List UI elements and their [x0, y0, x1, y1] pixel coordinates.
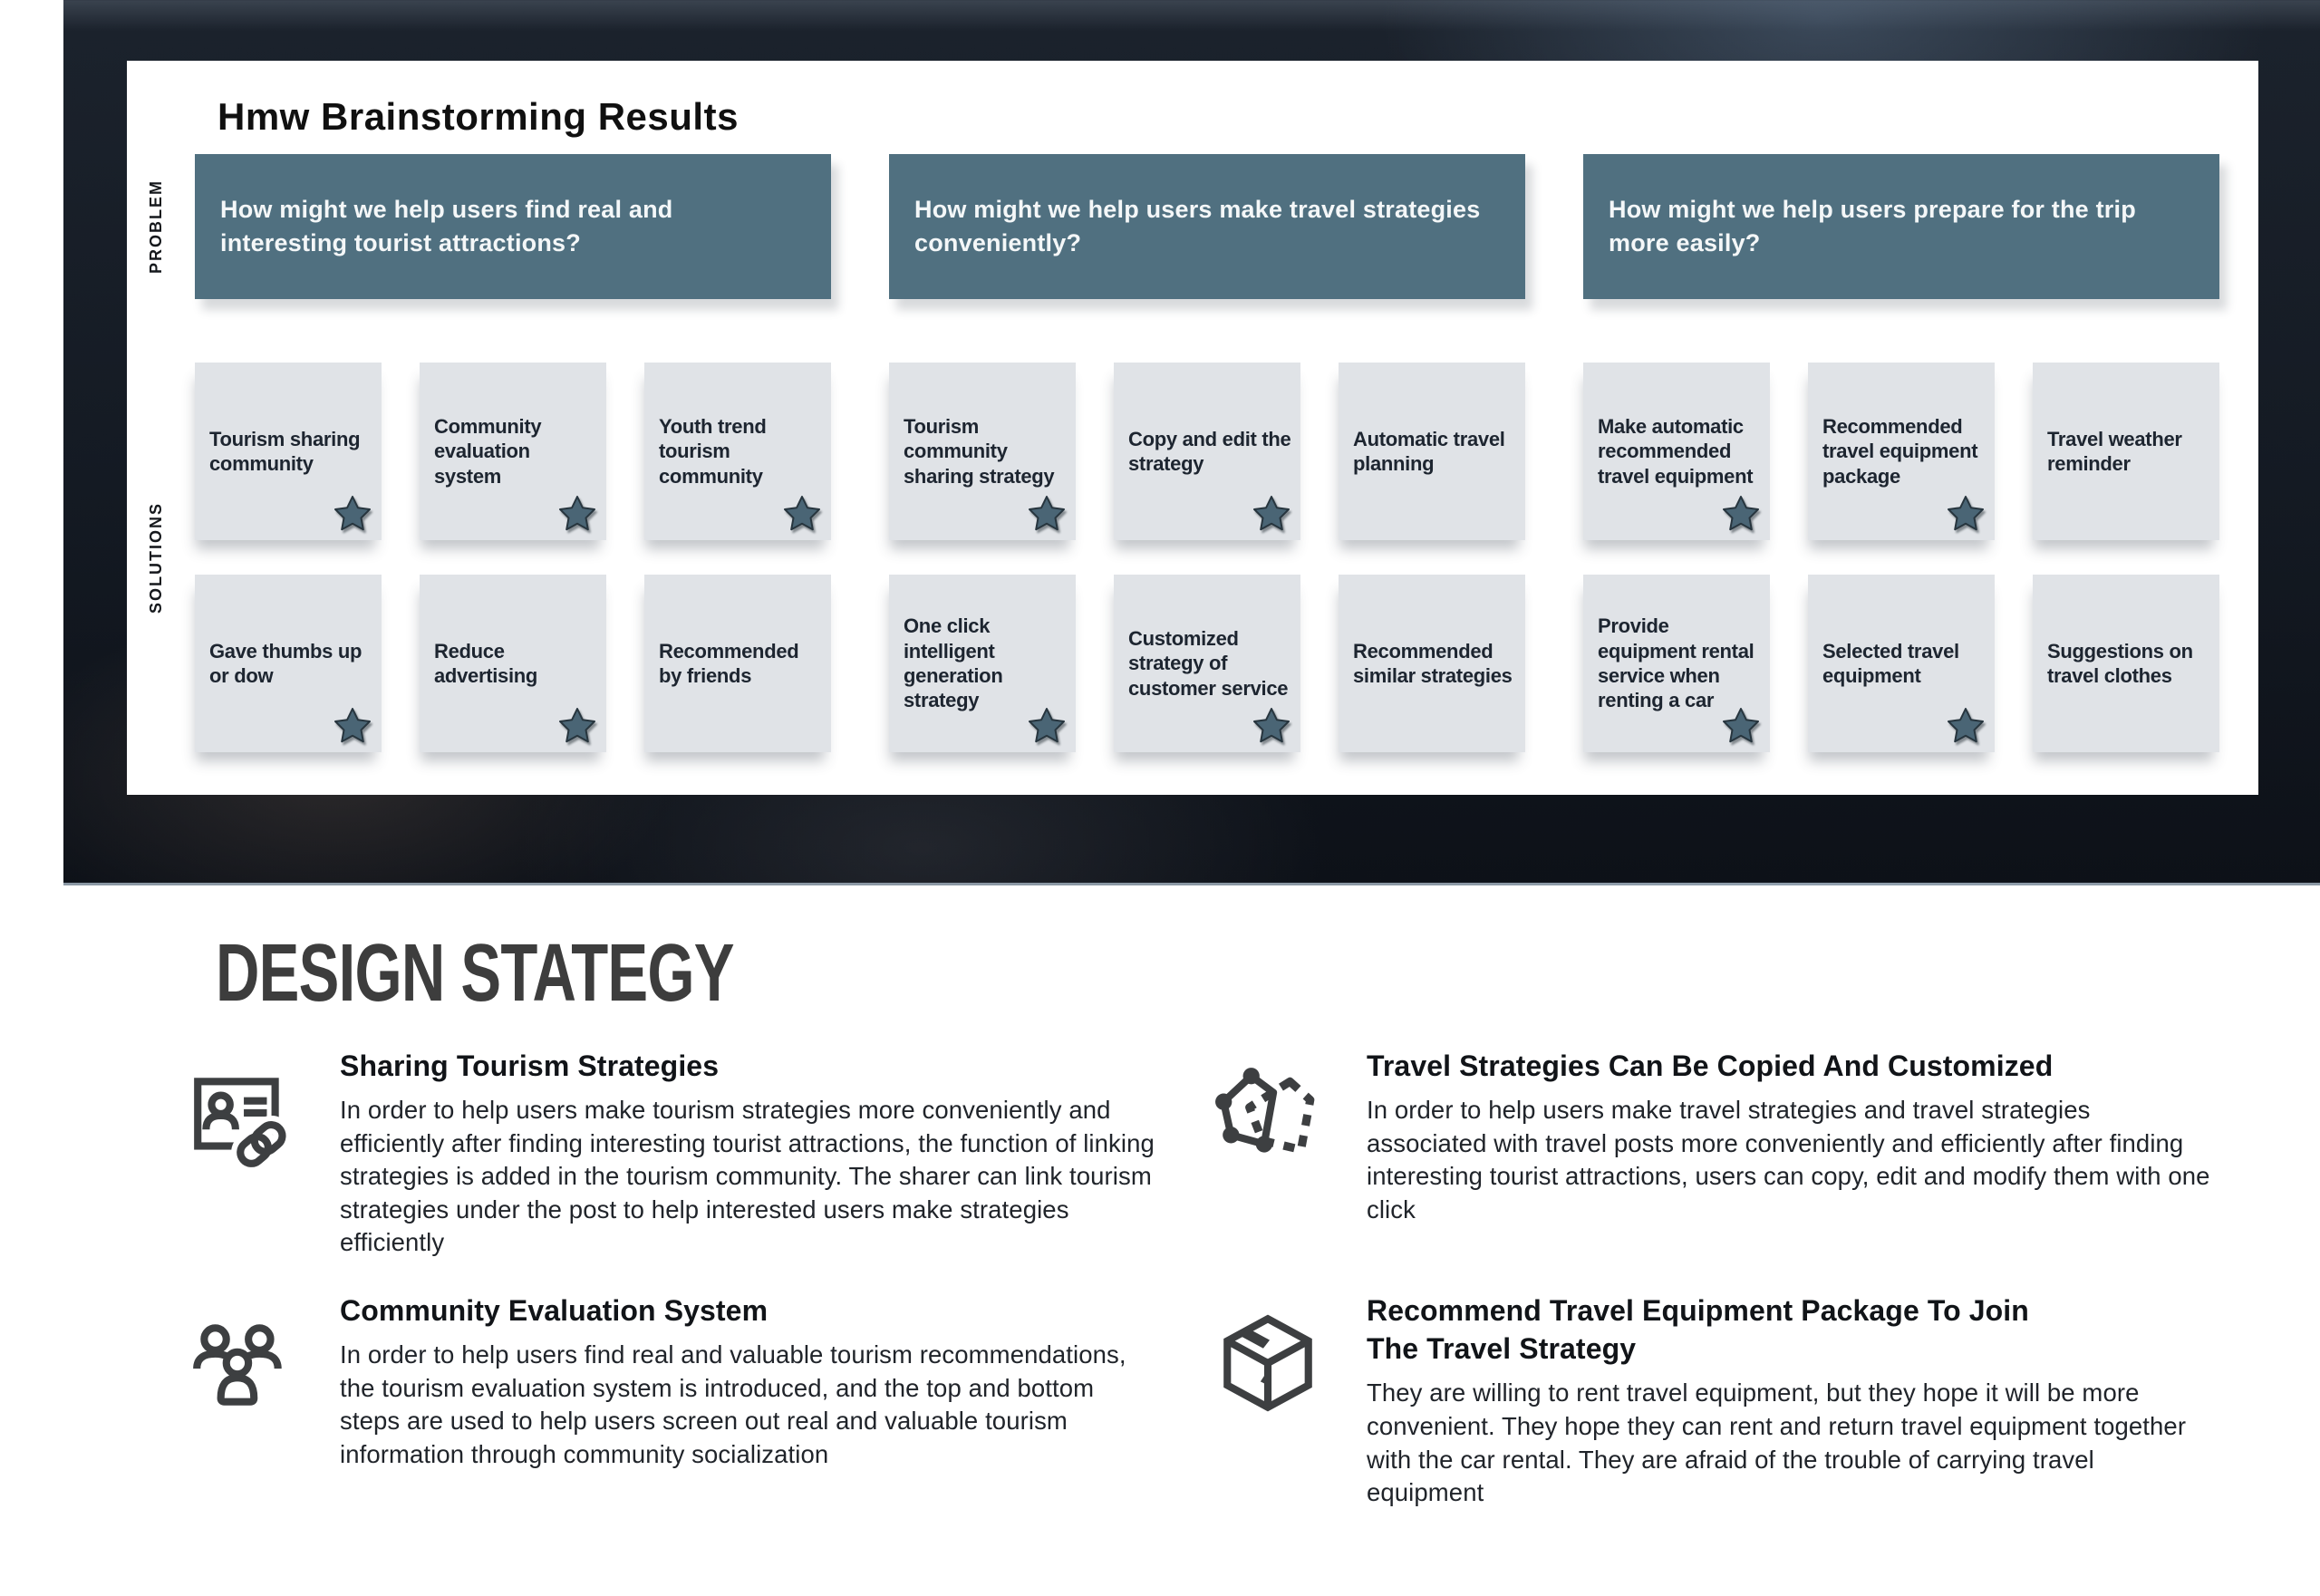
sticky-note-text: Travel weather reminder	[2047, 427, 2182, 475]
sticky-note	[2033, 575, 2219, 752]
sticky-note-text: Tourism sharing community	[209, 427, 361, 475]
sticky-note-text: Community evaluation system	[434, 415, 542, 488]
sticky-note-text: Youth trend tourism community	[659, 415, 767, 488]
star-icon	[1723, 707, 1759, 743]
sticky-note-text: Recommended by friends	[659, 639, 799, 687]
sticky-note-text: Recommended travel equipment package	[1822, 415, 1978, 488]
problem-group	[195, 154, 831, 752]
star-icon	[334, 707, 371, 743]
strategy-block	[1213, 1291, 2214, 1510]
sticky-note	[1808, 363, 1995, 540]
community-people-icon	[186, 1308, 296, 1418]
hero-background	[63, 0, 2320, 885]
board-title: Hmw Brainstorming Results	[218, 95, 739, 138]
problem-group	[1583, 154, 2219, 752]
sticky-note	[1114, 575, 1300, 752]
strategy-block	[1213, 1047, 2214, 1226]
sticky-note	[889, 363, 1076, 540]
star-icon	[1723, 495, 1759, 531]
problem-card: How might we help users find real and interesting tourist attractions?	[195, 154, 831, 299]
sticky-note-text: Make automatic recommended travel equipment	[1598, 415, 1754, 488]
sticky-note	[889, 575, 1076, 752]
star-icon	[334, 495, 371, 531]
strategy-body: In order to help users find real and valuable tourism recommendations, the tourism evaluation system is introduced, and the top and bottom steps are used to help users screen out real and valuable tourism information through community socialization	[340, 1340, 1126, 1468]
strategy-body: In order to help users make travel strategies and travel strategies associated with travel posts more conveniently and efficiently after finding interesting tourist attractions, users can copy, edit and modify them with one click	[1367, 1096, 2210, 1224]
sticky-note-text: Reduce advertising	[434, 639, 538, 687]
share-card-link-icon-wrap	[186, 1063, 302, 1178]
design-strategy-heading: DESIGN STATEGY	[216, 927, 734, 1019]
strategy-text	[1367, 1047, 2214, 1226]
sticky-note-text: Customized strategy of customer service	[1128, 627, 1289, 700]
sticky-note	[195, 575, 382, 752]
sticky-note-text: Provide equipment rental service when renting a car	[1598, 614, 1754, 712]
strategy-title: Recommend Travel Equipment Package To Join The Travel Strategy	[1367, 1294, 2029, 1366]
sticky-note-text: Gave thumbs up or dow	[209, 639, 362, 687]
sticky-note	[195, 363, 382, 540]
strategy-title: Travel Strategies Can Be Copied And Customized	[1367, 1049, 2054, 1082]
star-icon	[559, 495, 595, 531]
sticky-note	[1339, 363, 1525, 540]
star-icon	[784, 495, 820, 531]
sticky-note	[420, 363, 606, 540]
sticky-note	[1808, 575, 1995, 752]
sticky-note	[1114, 363, 1300, 540]
star-icon	[559, 707, 595, 743]
star-icon	[1253, 707, 1290, 743]
star-icon	[1253, 495, 1290, 531]
problem-row-label: PROBLEM	[147, 179, 165, 274]
strategy-body: In order to help users make tourism strategies more conveniently and efficiently after finding interesting tourist attractions, the function of linking strategies is added in the tourism community. The sharer can link tourism strategies under the post to help interested users make strategies efficiently	[340, 1096, 1155, 1257]
strategy-title: Sharing Tourism Strategies	[340, 1049, 720, 1082]
sticky-note	[1583, 363, 1770, 540]
strategy-title: Community Evaluation System	[340, 1294, 768, 1327]
sticky-note-text: Selected travel equipment	[1822, 639, 1959, 687]
strategy-block	[186, 1291, 1160, 1471]
problem-card: How might we help users make travel strategies conveniently?	[889, 154, 1525, 299]
strategy-body: They are willing to rent travel equipment, but they hope it will be more convenient. They hope they can rent and return travel equipment together with the car rental. They are afraid of the trouble of carrying travel equipment	[1367, 1378, 2187, 1507]
strategy-block	[186, 1047, 1178, 1260]
solution-notes	[1583, 363, 2219, 752]
sticky-note	[644, 363, 831, 540]
community-people-icon-wrap	[186, 1308, 302, 1423]
sticky-note-text: Copy and edit the strategy	[1128, 427, 1291, 475]
strategy-text	[1367, 1291, 2214, 1510]
sticky-note	[2033, 363, 2219, 540]
problem-card: How might we help users prepare for the trip more easily?	[1583, 154, 2219, 299]
star-icon	[1029, 495, 1065, 531]
sticky-note	[1583, 575, 1770, 752]
copy-customize-icon-wrap	[1213, 1063, 1329, 1178]
solution-notes	[889, 363, 1525, 752]
brainstorm-board-panel	[127, 61, 2258, 795]
sticky-note-text: Suggestions on travel clothes	[2047, 639, 2193, 687]
problem-group	[889, 154, 1525, 752]
sticky-note-text: Recommended similar strategies	[1353, 639, 1513, 687]
sticky-note-text: One click intelligent generation strategy	[904, 614, 1003, 712]
star-icon	[1948, 707, 1984, 743]
star-icon	[1029, 707, 1065, 743]
design-strategy-section	[0, 885, 2320, 1596]
board-groups	[195, 154, 2230, 752]
sticky-note-text: Tourism community sharing strategy	[904, 415, 1055, 488]
sticky-note	[644, 575, 831, 752]
solutions-row-label: SOLUTIONS	[147, 501, 165, 614]
solution-notes	[195, 363, 831, 752]
strategy-text	[340, 1047, 1178, 1260]
sticky-note	[1339, 575, 1525, 752]
sticky-note-text: Automatic travel planning	[1353, 427, 1505, 475]
package-box-icon	[1213, 1308, 1323, 1418]
strategy-text	[340, 1291, 1160, 1471]
copy-customize-icon	[1213, 1063, 1323, 1174]
sharing-strategies-icon	[186, 1063, 296, 1174]
package-box-icon-wrap	[1213, 1308, 1329, 1423]
sticky-note	[420, 575, 606, 752]
star-icon	[1948, 495, 1984, 531]
